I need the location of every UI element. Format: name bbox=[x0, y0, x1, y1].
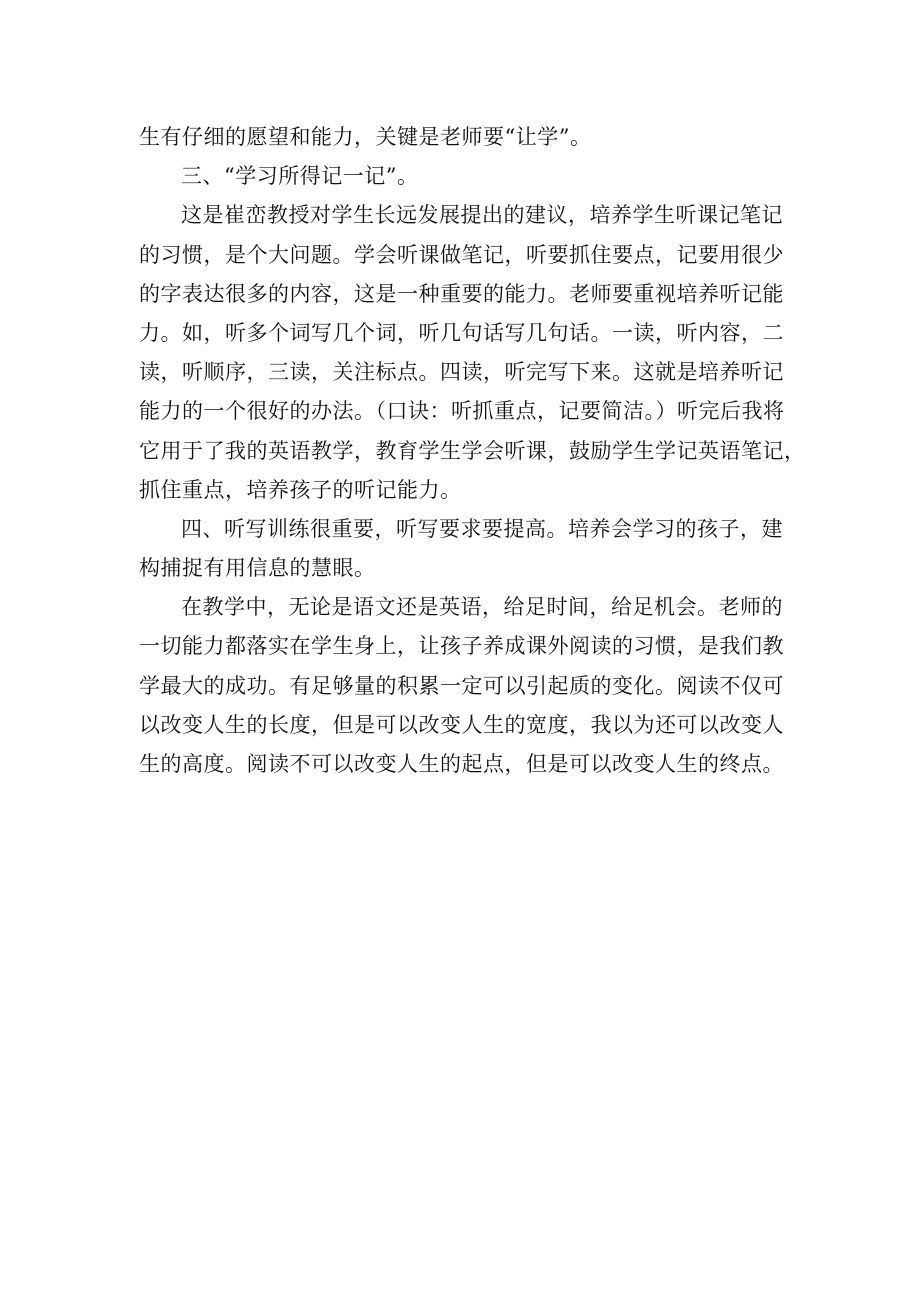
paragraph-1 bbox=[139, 118, 783, 157]
paragraph-line: 在教学中，无论是语文还是英语，给足时间，给足机会。老师的 bbox=[181, 595, 783, 620]
paragraph-line: 以改变人生的长度，但是可以改变人生的宽度，我以为还可以改变人 bbox=[139, 712, 784, 737]
paragraph-line: 三、“学习所得记一记”。 bbox=[181, 164, 419, 189]
paragraph-line: 能力的一个很好的办法。（口诀：听抓重点，记要简洁。）听完后我将 bbox=[139, 399, 785, 424]
paragraph-line: 一切能力都落实在学生身上，让孩子养成课外阅读的习惯，是我们教 bbox=[139, 634, 784, 659]
paragraph-line: 生有仔细的愿望和能力，关键是老师要“让学”。 bbox=[139, 125, 592, 149]
paragraph-line: 这是崔峦教授对学生长远发展提出的建议，培养学生听课记笔记 bbox=[181, 203, 783, 228]
paragraph-line: 生的高度。阅读不可以改变人生的起点，但是可以改变人生的终点。 bbox=[139, 752, 784, 776]
paragraph-line: 构捕捉有用信息的慧眼。 bbox=[139, 556, 376, 581]
paragraph-4-heading bbox=[139, 510, 783, 588]
paragraph-line: 力。如，听多个词写几个词，听几句话写几句话。一读，听内容，二 bbox=[139, 320, 784, 345]
paragraph-line: 学最大的成功。有足够量的积累一定可以引起质的变化。阅读不仅可 bbox=[139, 673, 784, 698]
paragraph-line: 抓住重点，培养孩子的听记能力。 bbox=[139, 477, 462, 502]
paragraph-line: 读，听顺序，三读，关注标点。四读，听完写下来。这就是培养听记 bbox=[139, 360, 784, 385]
paragraph-line: 的习惯，是个大问题。学会听课做笔记，听要抓住要点，记要用很少 bbox=[139, 242, 784, 267]
paragraph-5 bbox=[139, 588, 783, 784]
document-body bbox=[139, 118, 806, 784]
paragraph-3 bbox=[139, 196, 806, 510]
paragraph-2-heading bbox=[139, 157, 783, 196]
paragraph-line: 它用于了我的英语教学，教育学生学会听课，鼓励学生学记英语笔记， bbox=[139, 438, 806, 463]
paragraph-line: 的字表达很多的内容，这是一种重要的能力。老师要重视培养听记能 bbox=[139, 281, 784, 306]
paragraph-line: 四、听写训练很重要，听写要求要提高。培养会学习的孩子，建 bbox=[181, 516, 783, 541]
